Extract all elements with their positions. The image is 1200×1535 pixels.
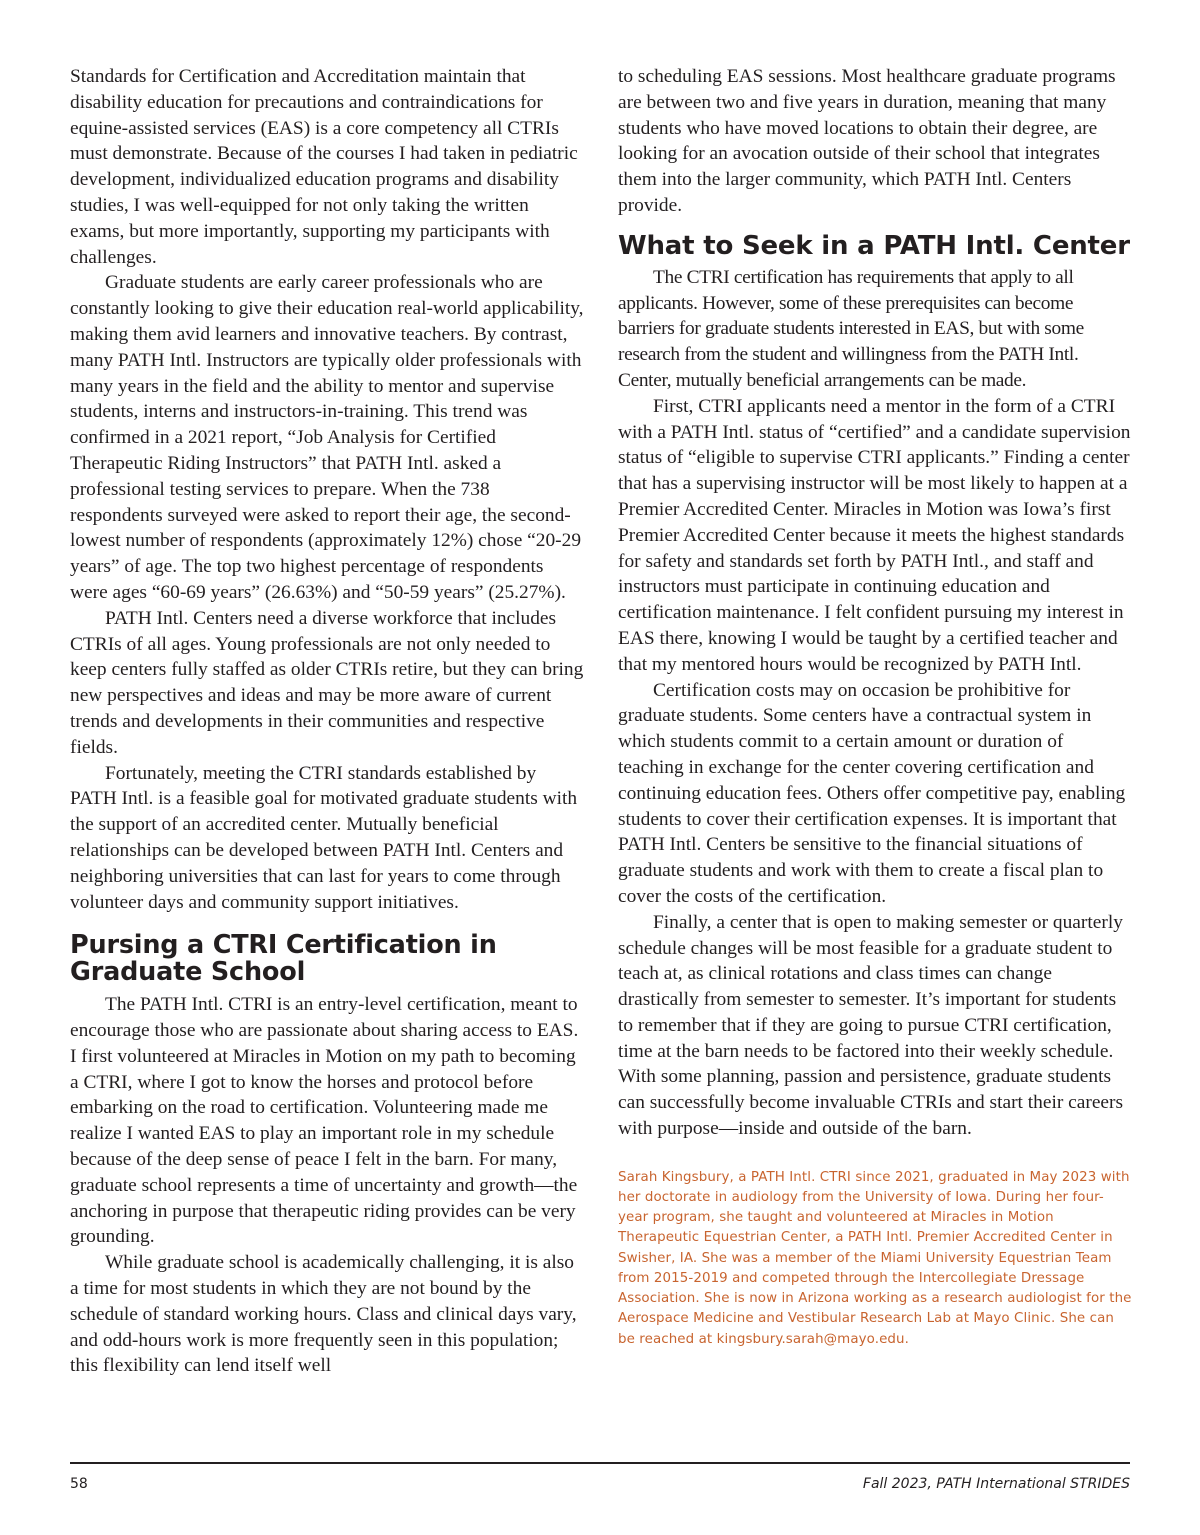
footer-divider	[70, 1462, 1130, 1464]
paragraph: The CTRI certification has requirements that apply to all applicants. However, some of these prerequisites can become barriers for graduate students interested in EAS, but with some research from the student and willingness from the PATH Intl. Center, mutually beneficial arrangements can be made.	[618, 266, 1084, 391]
publication-name: Fall 2023, PATH International STRIDES	[862, 1476, 1130, 1492]
paragraph: While graduate school is academically challenging, it is also a time for most students in which they are not bound by the schedule of standard working hours. Class and clinical days vary, and odd-hours work is more frequently seen in this population; this flexibility can lend itself well	[70, 1252, 577, 1377]
paragraph: Certification costs may on occasion be prohibitive for graduate students. Some centers have a contractual system in which students commit to a certain amount or duration of teaching in exchange for the center covering certification and continuing education fees. Others offer competitive pay, enabling students to cover their certification expenses. It is important that PATH Intl. Centers be sensitive to the financial situations of graduate students and work with them to create a fiscal plan to cover the costs of the certification.	[618, 679, 1126, 907]
paragraph: Finally, a center that is open to making semester or quarterly schedule changes will be most feasible for a graduate student to teach at, as clinical rotations and class times can change drastically from semester to semester. It’s important for students to remember that if they are going to pursue CTRI certification, time at the barn needs to be factored into their weekly schedule. With some planning, passion and persistence, graduate students can successfully become invaluable CTRIs and start their careers with purpose—inside and outside of the barn.	[618, 911, 1124, 1140]
paragraph: Fortunately, meeting the CTRI standards established by PATH Intl. is a feasible goal for motivated graduate students with the support of an accredited center. Mutually beneficial relationships can be developed between PATH Intl. Centers and neighboring universities that can last for years to come through volunteer days and community support initiatives.	[70, 762, 578, 913]
right-column	[618, 64, 1133, 1350]
paragraph: Graduate students are early career professionals who are constantly looking to give their education real-world applicability, making them avid learners and innovative teachers. By contrast, many PATH Intl. Instructors are typically older professionals with many years in the field and the ability to mentor and supervise students, interns and instructors-in-training. This trend was confirmed in a 2021 report, “Job Analysis for Certified Therapeutic Riding Instructors” that PATH Intl. asked a professional testing services to prepare. When the 738 respondents surveyed were asked to report their age, the second-lowest number of respondents (approximately 12%) chose “20-29 years” of age. The top two highest percentage of respondents were ages “60-69 years” (26.63%) and “50-59 years” (25.27%).	[70, 272, 584, 603]
paragraph: The PATH Intl. CTRI is an entry-level certification, meant to encourage those who are passionate about sharing access to EAS. I first volunteered at Miracles in Motion on my path to becoming a CTRI, where I got to know the horses and protocol before embarking on the road to certification. Volunteering made me realize I wanted EAS to play an important role in my schedule because of the deep sense of peace I felt in the barn. For many, graduate school represents a time of uncertainty and growth—the anchoring in purpose that therapeutic riding provides can be very grounding.	[70, 994, 579, 1248]
author-bio: Sarah Kingsbury, a PATH Intl. CTRI since 2021, graduated in May 2023 with her doctorate in audiology from the University of Iowa. During her four-year program, she taught and volunteered at Miracles in Motion Therapeutic Equestrian Center, a PATH Intl. Premier Accredited Center in Swisher, IA. She was a member of the Miami University Equestrian Team from 2015-2019 and competed through the Intercollegiate Dressage Association. She is now in Arizona working as a research audiologist for the Aerospace Medicine and Vestibular Research Lab at Mayo Clinic. She can be reached at kingsbury.sarah@mayo.edu.	[618, 1169, 1132, 1347]
section-heading: Pursing a CTRI Certification in Graduate School	[70, 930, 497, 988]
left-column	[70, 64, 585, 1379]
paragraph: to scheduling EAS sessions. Most healthcare graduate programs are between two and five years in duration, meaning that many students who have moved locations to obtain their degree, are looking for an avocation outside of their school that integrates them into the larger community, which PATH Intl. Centers provide.	[618, 66, 1116, 216]
section-heading: What to Seek in a PATH Intl. Center	[618, 230, 1130, 261]
paragraph: PATH Intl. Centers need a diverse workforce that includes CTRIs of all ages. Young professionals are not only needed to keep centers fully staffed as older CTRIs retire, but they can bring new perspectives and ideas and may be more aware of current trends and developments in their communities and respective fields.	[70, 607, 584, 758]
paragraph: Standards for Certification and Accreditation maintain that disability education for precautions and contraindications for equine-assisted services (EAS) is a core competency all CTRIs must demonstrate. Because of the courses I had taken in pediatric development, individualized education programs and disability studies, I was well-equipped for not only taking the written exams, but more importantly, supporting my participants with challenges.	[70, 66, 578, 268]
paragraph: First, CTRI applicants need a mentor in the form of a CTRI with a PATH Intl. status of “certified” and a candidate supervision status of “eligible to supervise CTRI applicants.” Finding a center that has a supervising instructor will be most likely to happen at a Premier Accredited Center. Miracles in Motion was Iowa’s first Premier Accredited Center because it meets the highest standards for safety and standards set forth by PATH Intl., and staff and instructors must participate in continuing education and certification maintenance. I felt confident pursuing my interest in EAS there, knowing I would be taught by a certified teacher and that my mentored hours would be recognized by PATH Intl.	[618, 395, 1131, 675]
page-number: 58	[70, 1476, 88, 1492]
